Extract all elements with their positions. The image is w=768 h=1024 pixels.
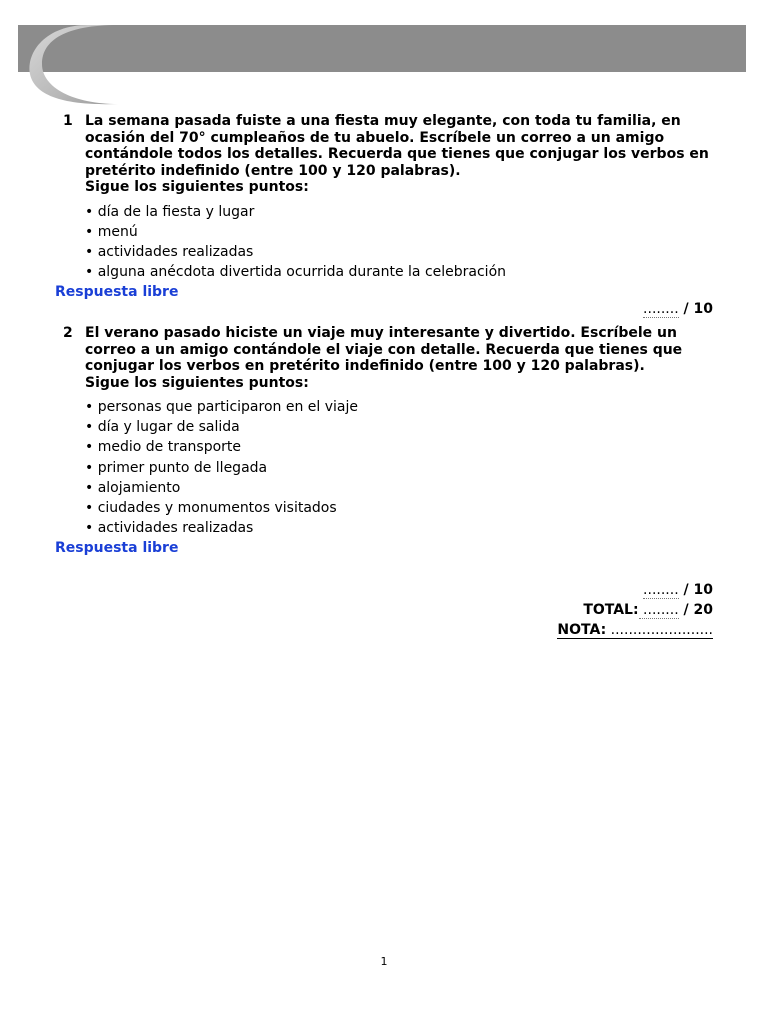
question-prompt: El verano pasado hiciste un viaje muy interesante y divertido. Escríbele un correo a un amigo contándole el viaje con detalle. Recuerda que tienes que conjugar los verbos en pretérito indefinido (entre 100 y 120 palabras). xyxy=(85,325,683,374)
nota-dots: ....................... xyxy=(606,622,713,638)
list-item: • ciudades y monumentos visitados xyxy=(85,500,337,517)
list-item: • actividades realizadas xyxy=(85,243,254,260)
question-number: 2 xyxy=(63,325,73,341)
score-question-1 xyxy=(643,299,713,319)
list-item: • primer punto de llegada xyxy=(85,459,268,476)
list-item: • menú xyxy=(85,223,138,240)
points-title: Sigue los siguientes puntos: xyxy=(85,374,309,391)
total-dots: ........ xyxy=(638,602,679,618)
question-number: 1 xyxy=(63,113,73,129)
question-2 xyxy=(55,325,715,558)
question-prompt: La semana pasada fuiste a una fiesta muy elegante, con toda tu familia, en ocasión del 70° cumpleaños de tu abuelo. Escríbele un correo a un amigo contándole todos los detalles. Recuerda que tienes que conjugar los verbos en pretérito indefinido (entre 100 y 120 palabras). xyxy=(85,113,709,179)
nota-label: NOTA: xyxy=(557,622,607,638)
total-max: / 20 xyxy=(678,602,713,618)
score-max: / 10 xyxy=(678,301,713,317)
total-label: TOTAL: xyxy=(583,602,639,618)
score-dots: ........ xyxy=(643,582,679,598)
score-max: / 10 xyxy=(678,582,713,598)
list-item: • personas que participaron en el viaje xyxy=(85,399,358,415)
score-question-2 xyxy=(643,580,713,600)
total-score xyxy=(583,600,713,620)
header-crescent-decoration xyxy=(26,22,126,108)
list-item: • actividades realizadas xyxy=(85,520,254,537)
answer-text: Respuesta libre xyxy=(55,284,179,301)
list-item: • día y lugar de salida xyxy=(85,419,240,436)
list-item: • medio de transporte xyxy=(85,439,242,456)
points-title: Sigue los siguientes puntos: xyxy=(85,179,309,195)
grade-line xyxy=(557,620,713,640)
page-number: 1 xyxy=(380,955,388,968)
question-1 xyxy=(55,113,715,302)
header-bar xyxy=(18,25,746,72)
score-dots: ........ xyxy=(643,301,679,317)
list-item: • alguna anécdota divertida ocurrida durante la celebración xyxy=(85,264,507,281)
answer-text: Respuesta libre xyxy=(55,540,179,557)
points-list xyxy=(85,397,715,538)
points-list xyxy=(85,202,715,283)
list-item: • día de la fiesta y lugar xyxy=(85,203,255,220)
list-item: • alojamiento xyxy=(85,479,181,496)
